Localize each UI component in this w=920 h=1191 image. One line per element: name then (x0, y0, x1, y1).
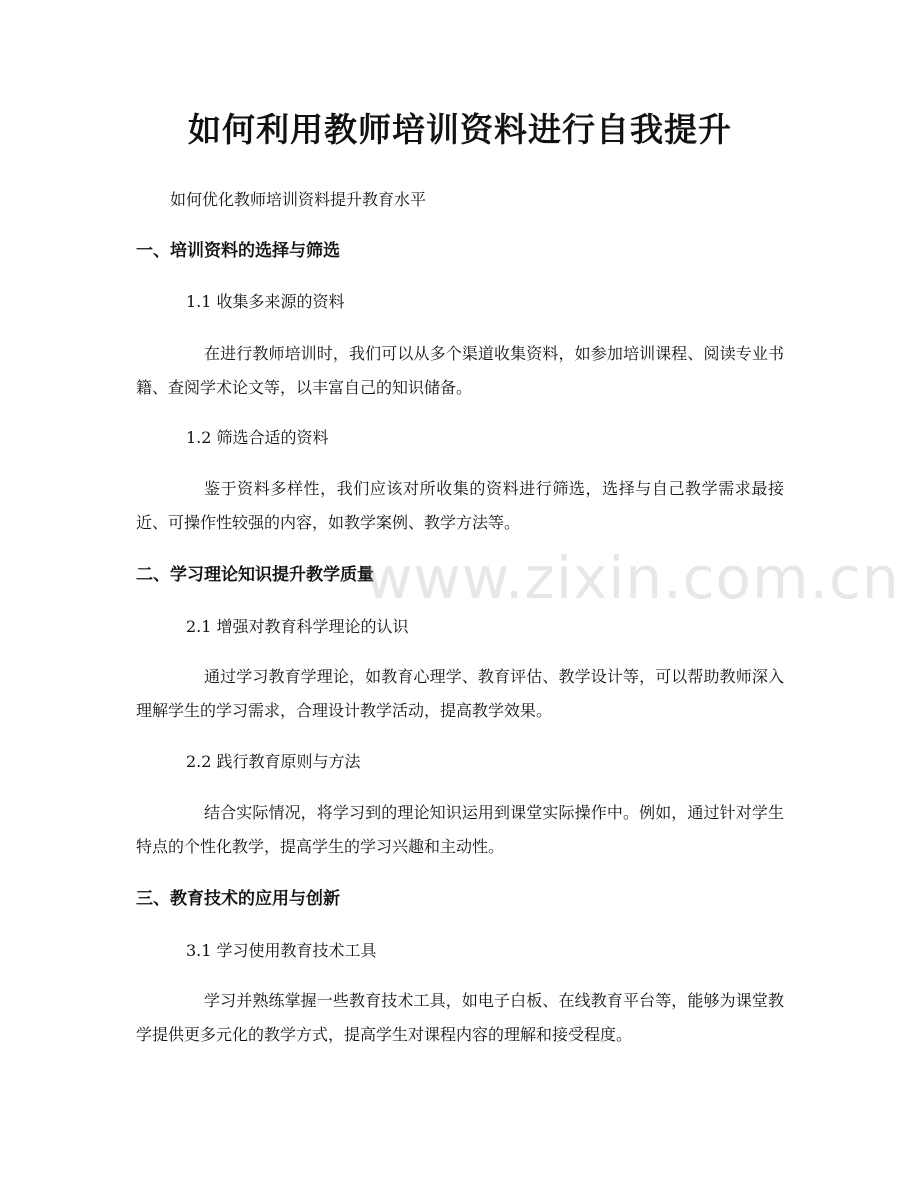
paragraph-1-1: 在进行教师培训时，我们可以从多个渠道收集资料，如参加培训课程、阅读专业书籍、查阅学术论文等，以丰富自己的知识储备。 (136, 344, 784, 397)
subsection-heading-2-2: 2.2 践行教育原则与方法 (186, 752, 361, 771)
subsection-heading-1-1: 1.1 收集多来源的资料 (186, 292, 345, 311)
paragraph-3-1: 学习并熟练掌握一些教育技术工具，如电子白板、在线教育平台等，能够为课堂教学提供更多元化的教学方式，提高学生对课程内容的理解和接受程度。 (136, 991, 784, 1044)
document-subtitle: 如何优化教师培训资料提升教育水平 (170, 190, 427, 209)
subsection-heading-2-1: 2.1 增强对教育科学理论的认识 (186, 617, 409, 636)
subsection-heading-3-1: 3.1 学习使用教育技术工具 (186, 941, 377, 960)
section-heading-3: 三、教育技术的应用与创新 (136, 889, 340, 909)
paragraph-2-1: 通过学习教育学理论，如教育心理学、教育评估、教学设计等，可以帮助教师深入理解学生的学习需求，合理设计教学活动，提高教学效果。 (136, 667, 784, 720)
paragraph-2-2: 结合实际情况，将学习到的理论知识运用到课堂实际操作中。例如，通过针对学生特点的个性化教学，提高学生的学习兴趣和主动性。 (136, 803, 784, 856)
paragraph-1-2: 鉴于资料多样性，我们应该对所收集的资料进行筛选，选择与自己教学需求最接近、可操作性较强的内容，如教学案例、教学方法等。 (136, 479, 784, 532)
watermark: www.zixin.com.cn (365, 544, 900, 612)
section-heading-2: 二、学习理论知识提升教学质量 (136, 565, 374, 585)
document-title: 如何利用教师培训资料进行自我提升 (188, 110, 732, 149)
subsection-heading-1-2: 1.2 筛选合适的资料 (186, 428, 329, 447)
section-heading-1: 一、培训资料的选择与筛选 (136, 241, 340, 261)
